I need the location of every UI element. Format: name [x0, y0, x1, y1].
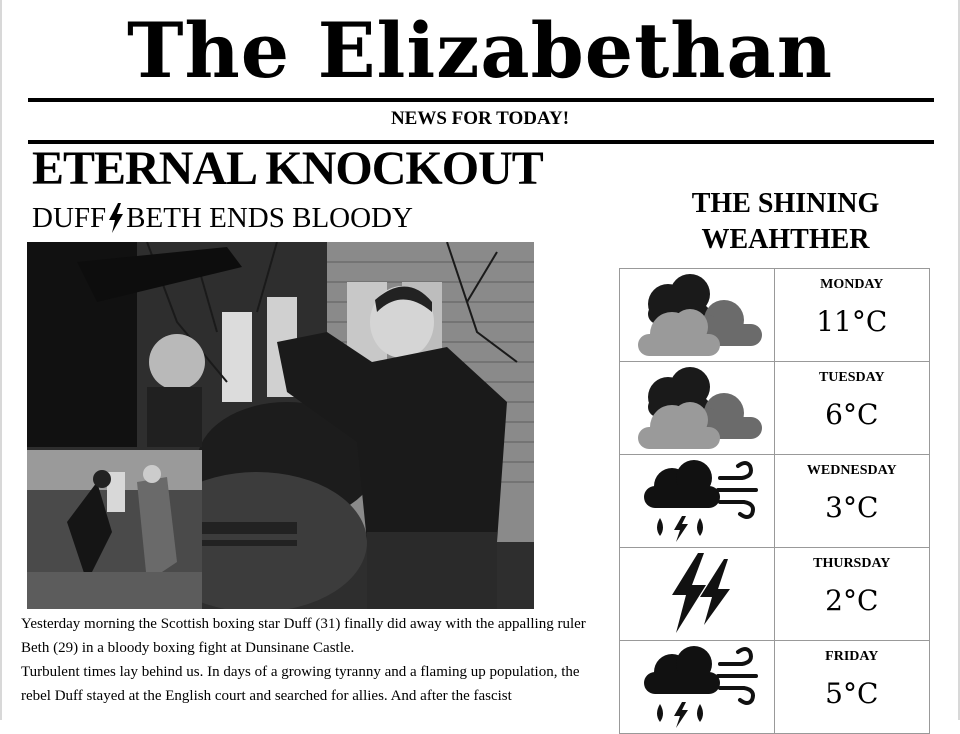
weather-title-line1: THE SHINING [691, 188, 880, 219]
masthead-title: The Elizabethan [126, 6, 834, 95]
article-body [21, 612, 611, 708]
weather-day: MONDAY [820, 277, 884, 292]
cloudy-icon [632, 365, 762, 451]
storm-wind-icon [632, 644, 762, 730]
weather-row [620, 548, 930, 641]
weather-day: FRIDAY [825, 649, 879, 664]
weather-title [618, 186, 953, 258]
tagline: NEWS FOR TODAY! [390, 108, 570, 129]
weather-temp: 11°C [816, 305, 888, 338]
weather-temp: 2°C [825, 584, 879, 617]
article-paragraph: Turbulent times lay behind us. In days of a growing tyranny and a flaming up population, the rebel Duff stayed at the English court and searched for allies. And after the fascist [21, 664, 580, 704]
article-subhead [32, 200, 413, 236]
weather-temp: 6°C [825, 398, 879, 431]
article-headline: ETERNAL KNOCKOUT [32, 142, 543, 195]
weather-temp: 3°C [825, 491, 879, 524]
weather-row [620, 641, 930, 734]
lightning-icon [632, 551, 762, 637]
cloudy-icon [632, 272, 762, 358]
weather-day: THURSDAY [813, 556, 891, 571]
storm-wind-icon [632, 458, 762, 544]
masthead-rule-top [28, 98, 934, 102]
article-paragraph: Yesterday morning the Scottish boxing star Duff (31) finally did away with the appalling ruler Beth (29) in a bloody boxing fight at Dunsinane Castle. [21, 616, 586, 656]
lightning-bolt-icon [108, 203, 124, 233]
weather-day: WEDNESDAY [806, 463, 897, 478]
weather-row [620, 269, 930, 362]
article-photo [27, 242, 534, 609]
weather-title-line2: WEAHTHER [701, 224, 870, 255]
subhead-right: BETH ENDS BLOODY [126, 202, 413, 234]
weather-table [619, 268, 930, 734]
weather-temp: 5°C [825, 677, 879, 710]
subhead-left: DUFF [32, 202, 107, 234]
weather-row [620, 455, 930, 548]
weather-row [620, 362, 930, 455]
weather-day: TUESDAY [818, 370, 885, 385]
